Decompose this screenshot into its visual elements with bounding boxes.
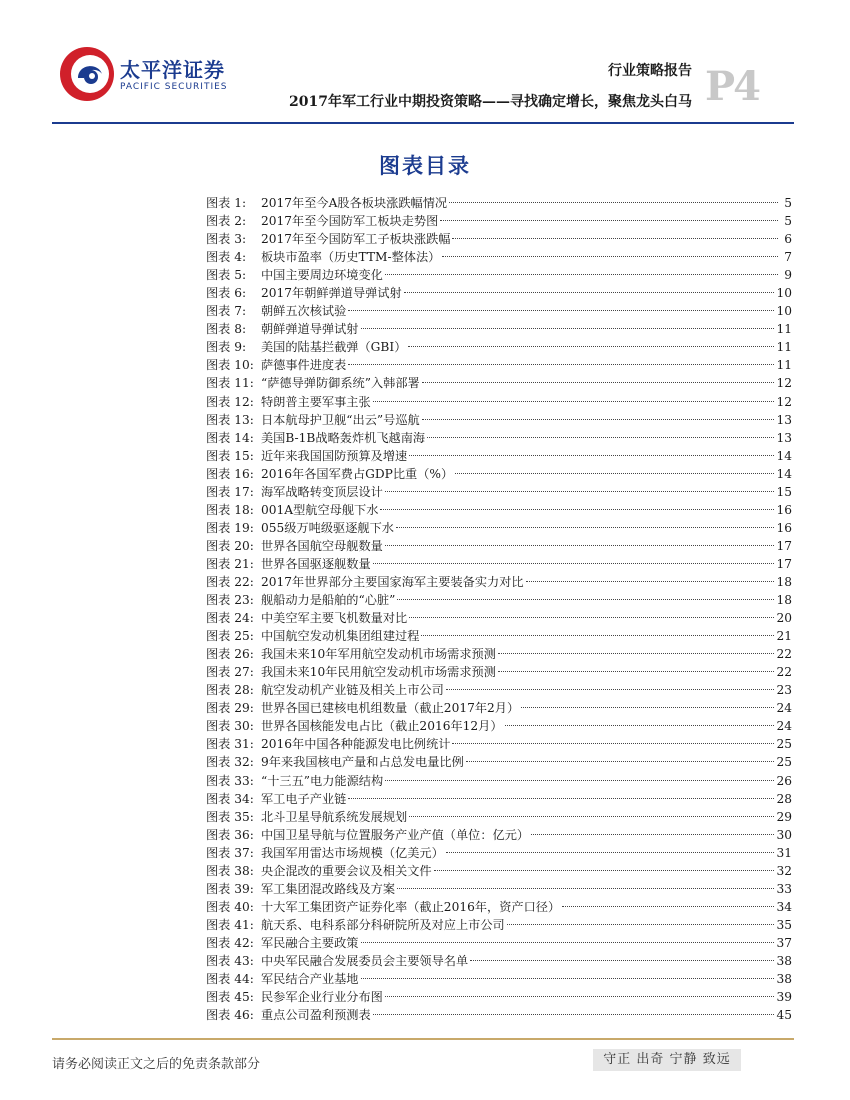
logo-chinese-name: 太平洋证券	[120, 58, 225, 82]
toc-dot-leader	[452, 742, 774, 744]
toc-dot-leader	[470, 959, 774, 961]
toc-entry-page: 37	[776, 935, 792, 950]
toc-entry-title: 北斗卫星导航系统发展规划	[261, 809, 408, 824]
toc-entry[interactable]	[206, 645, 792, 663]
toc-entry-label: 图表 41:	[206, 917, 254, 932]
toc-entry-title: 朝鲜五次核试验	[261, 304, 347, 319]
toc-entry-page: 7	[784, 250, 792, 265]
toc-entry-label: 图表 8:	[206, 322, 247, 337]
toc-entry-label: 图表 15:	[206, 448, 254, 463]
toc-entry-title: 军工集团混改路线及方案	[261, 881, 396, 896]
toc-dot-leader	[373, 400, 775, 402]
toc-entry-label: 图表 26:	[206, 647, 254, 662]
toc-entry[interactable]	[206, 284, 792, 302]
toc-entry-title: 航天系、电科系部分科研院所及对应上市公司	[261, 917, 505, 932]
toc-entry[interactable]	[206, 447, 792, 465]
toc-entry-page: 25	[776, 737, 792, 752]
toc-dot-leader	[373, 562, 775, 564]
toc-entry-page: 14	[776, 466, 792, 481]
toc-entry-title: 中国卫星导航与位置服务产业产值（单位：亿元）	[261, 827, 530, 842]
toc-entry[interactable]	[206, 429, 792, 447]
toc-dot-leader	[422, 381, 775, 383]
toc-entry-page: 10	[776, 304, 792, 319]
toc-entry-page: 28	[776, 791, 792, 806]
toc-entry[interactable]	[206, 230, 792, 248]
toc-entry-title: 2016年中国各种能源发电比例统计	[261, 737, 451, 752]
toc-entry-title: 9年来我国核电产量和占总发电量比例	[261, 755, 464, 770]
toc-entry-page: 11	[776, 358, 792, 373]
toc-entry-label: 图表 9:	[206, 340, 247, 355]
toc-dot-leader	[446, 688, 775, 690]
toc-entry-page: 18	[776, 593, 792, 608]
toc-entry-page: 18	[776, 574, 792, 589]
toc-entry[interactable]	[206, 555, 792, 573]
toc-dot-leader	[455, 472, 774, 474]
toc-entry-page: 12	[776, 394, 792, 409]
header-divider	[52, 122, 794, 124]
toc-dot-leader	[409, 815, 774, 817]
toc-entry-label: 图表 7:	[206, 304, 247, 319]
figure-table-of-contents	[206, 194, 792, 1024]
toc-entry-title: 美国的陆基拦截弹（GBI）	[261, 340, 407, 355]
toc-entry[interactable]	[206, 519, 792, 537]
toc-entry[interactable]	[206, 772, 792, 790]
toc-entry-label: 图表 40:	[206, 899, 254, 914]
toc-entry[interactable]	[206, 663, 792, 681]
toc-dot-leader	[348, 309, 774, 311]
toc-entry[interactable]	[206, 862, 792, 880]
toc-dot-leader	[507, 923, 775, 925]
toc-entry-page: 34	[776, 899, 792, 914]
toc-dot-leader	[466, 760, 775, 762]
toc-entry-page: 23	[776, 683, 792, 698]
toc-entry-title: 军民融合主要政策	[261, 935, 359, 950]
toc-entry-page: 35	[776, 917, 792, 932]
toc-entry-label: 图表 43:	[206, 953, 254, 968]
toc-entry-title: 中国主要周边环境变化	[261, 268, 383, 283]
toc-entry-title: 中美空军主要飞机数量对比	[261, 611, 408, 626]
toc-entry-title: 特朗普主要军事主张	[261, 394, 371, 409]
toc-entry-page: 30	[776, 827, 792, 842]
toc-entry[interactable]	[206, 537, 792, 555]
toc-entry-label: 图表 29:	[206, 701, 254, 716]
toc-dot-leader	[498, 652, 775, 654]
toc-entry[interactable]	[206, 753, 792, 771]
report-type: 行业策略报告	[608, 63, 692, 79]
toc-entry[interactable]	[206, 699, 792, 717]
toc-entry-title: 海军战略转变顶层设计	[261, 484, 383, 499]
toc-entry-label: 图表 23:	[206, 593, 254, 608]
toc-entry-label: 图表 18:	[206, 502, 254, 517]
toc-entry-label: 图表 32:	[206, 755, 254, 770]
toc-entry-label: 图表 36:	[206, 827, 254, 842]
toc-entry-page: 16	[776, 502, 792, 517]
toc-entry-page: 25	[776, 755, 792, 770]
toc-entry-title: 中央军民融合发展委员会主要领导名单	[261, 953, 469, 968]
toc-entry-label: 图表 5:	[206, 268, 247, 283]
toc-entry-label: 图表 39:	[206, 881, 254, 896]
toc-dot-leader	[440, 219, 778, 221]
toc-entry-title: 萨德事件进度表	[261, 358, 347, 373]
toc-entry-page: 6	[784, 232, 792, 247]
toc-entry-title: 舰船动力是船舶的“心脏”	[261, 593, 396, 608]
toc-entry[interactable]	[206, 501, 792, 519]
toc-entry-page: 31	[776, 845, 792, 860]
toc-entry-page: 26	[776, 773, 792, 788]
toc-entry-title: 001A型航空母舰下水	[261, 502, 379, 517]
toc-dot-leader	[498, 670, 775, 672]
toc-entry-label: 图表 27:	[206, 665, 254, 680]
toc-entry[interactable]	[206, 302, 792, 320]
toc-entry-label: 图表 46:	[206, 1008, 254, 1023]
toc-dot-leader	[380, 508, 774, 510]
toc-entry-label: 图表 25:	[206, 629, 254, 644]
toc-dot-leader	[562, 905, 774, 907]
toc-entry[interactable]	[206, 790, 792, 808]
toc-entry-label: 图表 17:	[206, 484, 254, 499]
toc-entry-title: “十三五”电力能源结构	[261, 773, 384, 788]
toc-entry[interactable]	[206, 808, 792, 826]
toc-entry-label: 图表 34:	[206, 791, 254, 806]
company-logo	[58, 44, 228, 104]
toc-entry-label: 图表 38:	[206, 863, 254, 878]
toc-dot-leader	[385, 490, 775, 492]
toc-entry-title: 世界各国核能发电占比（截止2016年12月）	[261, 719, 503, 734]
toc-entry-title: 055级万吨级驱逐舰下水	[261, 520, 394, 535]
toc-dot-leader	[361, 941, 775, 943]
toc-entry-label: 图表 45:	[206, 990, 254, 1005]
toc-entry-page: 11	[776, 340, 792, 355]
toc-dot-leader	[361, 977, 775, 979]
logo-english-name: PACIFIC SECURITIES	[120, 82, 228, 92]
footer-divider	[52, 1038, 794, 1040]
toc-entry-page: 22	[776, 665, 792, 680]
toc-entry-title: 军工电子产业链	[261, 791, 347, 806]
toc-entry[interactable]	[206, 717, 792, 735]
toc-dot-leader	[385, 273, 778, 275]
toc-entry-title: 2016年各国军费占GDP比重（%）	[261, 466, 454, 481]
toc-entry-page: 24	[776, 701, 792, 716]
toc-heading: 图表目录	[379, 153, 471, 178]
toc-entry-page: 15	[776, 484, 792, 499]
toc-entry-label: 图表 20:	[206, 538, 254, 553]
toc-entry-label: 图表 21:	[206, 556, 254, 571]
toc-entry-title: 我国未来10年民用航空发动机市场需求预测	[261, 665, 496, 680]
toc-entry-label: 图表 24:	[206, 611, 254, 626]
toc-entry-title: 板块市盈率（历史TTM-整体法）	[261, 250, 441, 265]
toc-entry-page: 10	[776, 286, 792, 301]
toc-entry-page: 24	[776, 719, 792, 734]
toc-dot-leader	[442, 255, 778, 257]
toc-dot-leader	[404, 291, 775, 293]
toc-entry-title: 央企混改的重要会议及相关文件	[261, 863, 432, 878]
toc-entry[interactable]	[206, 465, 792, 483]
toc-dot-leader	[397, 887, 774, 889]
toc-entry-title: 中国航空发动机集团组建过程	[261, 629, 420, 644]
toc-entry[interactable]	[206, 952, 792, 970]
toc-entry-title: 2017年至今国防军工板块走势图	[261, 214, 439, 229]
toc-entry-page: 32	[776, 863, 792, 878]
toc-entry-label: 图表 35:	[206, 809, 254, 824]
toc-entry-title: 民参军企业行业分布图	[261, 990, 383, 1005]
toc-entry-label: 图表 2:	[206, 214, 247, 229]
page-number: P4	[705, 63, 759, 110]
toc-dot-leader	[397, 598, 774, 600]
toc-entry-label: 图表 44:	[206, 972, 254, 987]
toc-entry-label: 图表 10:	[206, 358, 254, 373]
toc-entry[interactable]	[206, 880, 792, 898]
toc-dot-leader	[521, 706, 774, 708]
toc-dot-leader	[434, 869, 775, 871]
toc-dot-leader	[385, 544, 775, 546]
toc-dot-leader	[348, 363, 774, 365]
toc-entry-page: 21	[776, 629, 792, 644]
toc-entry-page: 14	[776, 448, 792, 463]
toc-entry-title: 十大军工集团资产证券化率（截止2016年，资产口径）	[261, 899, 561, 914]
report-title: 2017年军工行业中期投资策略——寻找确定增长，聚焦龙头白马	[289, 94, 692, 110]
toc-entry-label: 图表 14:	[206, 430, 254, 445]
toc-entry-label: 图表 31:	[206, 737, 254, 752]
toc-entry-title: 世界各国驱逐舰数量	[261, 556, 371, 571]
toc-entry-page: 11	[776, 322, 792, 337]
toc-entry-title: 军民结合产业基地	[261, 972, 359, 987]
toc-dot-leader	[505, 724, 775, 726]
toc-entry-page: 16	[776, 520, 792, 535]
toc-entry-title: 2017年至今A股各板块涨跌幅情况	[261, 196, 448, 210]
toc-entry-title: 航空发动机产业链及相关上市公司	[261, 683, 444, 698]
toc-entry[interactable]	[206, 374, 792, 392]
toc-entry-title: 近年来我国国防预算及增速	[261, 448, 408, 463]
toc-dot-leader	[531, 833, 774, 835]
toc-entry-title: 我国未来10年军用航空发动机市场需求预测	[261, 647, 496, 662]
toc-dot-leader	[396, 526, 775, 528]
toc-entry-title: 美国B-1B战略轰炸机飞越南海	[261, 430, 426, 445]
toc-dot-leader	[373, 1013, 775, 1015]
toc-entry-title: 世界各国航空母舰数量	[261, 538, 383, 553]
toc-entry-label: 图表 42:	[206, 935, 254, 950]
toc-entry-label: 图表 30:	[206, 719, 254, 734]
toc-entry-title: “萨德导弹防御系统”入韩部署	[261, 376, 420, 391]
toc-dot-leader	[421, 634, 774, 636]
toc-entry-title: 世界各国已建核电机组数量（截止2017年2月）	[261, 701, 520, 716]
toc-entry-title: 我国军用雷达市场规模（亿美元）	[261, 845, 444, 860]
toc-dot-leader	[422, 418, 775, 420]
toc-dot-leader	[446, 851, 775, 853]
toc-entry-label: 图表 19:	[206, 520, 254, 535]
toc-dot-leader	[385, 995, 775, 997]
toc-entry[interactable]	[206, 248, 792, 266]
toc-dot-leader	[449, 201, 778, 203]
toc-entry-page: 29	[776, 809, 792, 824]
toc-dot-leader	[409, 454, 774, 456]
toc-dot-leader	[348, 797, 774, 799]
toc-entry-page: 13	[776, 412, 792, 427]
toc-entry-label: 图表 13:	[206, 412, 254, 427]
toc-entry-label: 图表 16:	[206, 466, 254, 481]
toc-entry[interactable]	[206, 411, 792, 429]
toc-entry[interactable]	[206, 681, 792, 699]
toc-entry-page: 45	[776, 1008, 792, 1023]
toc-entry-label: 图表 37:	[206, 845, 254, 860]
toc-entry[interactable]	[206, 1006, 792, 1024]
toc-entry-page: 33	[776, 881, 792, 896]
page-header	[0, 0, 850, 130]
toc-entry[interactable]	[206, 826, 792, 844]
toc-dot-leader	[408, 345, 774, 347]
toc-entry-page: 9	[784, 268, 792, 283]
toc-entry[interactable]	[206, 266, 792, 284]
pacific-securities-logo-icon	[58, 44, 116, 104]
toc-entry-label: 图表 6:	[206, 286, 247, 301]
toc-entry-title: 朝鲜弹道导弹试射	[261, 322, 359, 337]
toc-entry-label: 图表 33:	[206, 773, 254, 788]
toc-dot-leader	[361, 327, 775, 329]
toc-entry[interactable]	[206, 934, 792, 952]
toc-entry[interactable]	[206, 844, 792, 862]
toc-entry-page: 5	[784, 214, 792, 229]
toc-entry[interactable]	[206, 194, 792, 212]
toc-entry-title: 重点公司盈利预测表	[261, 1008, 371, 1023]
toc-entry[interactable]	[206, 573, 792, 591]
toc-entry-page: 38	[776, 972, 792, 987]
toc-dot-leader	[427, 436, 774, 438]
toc-entry[interactable]	[206, 320, 792, 338]
toc-entry-page: 12	[776, 376, 792, 391]
toc-entry[interactable]	[206, 627, 792, 645]
toc-entry-page: 22	[776, 647, 792, 662]
toc-entry-label: 图表 11:	[206, 376, 254, 391]
footer-motto: 守正 出奇 宁静 致远	[593, 1049, 741, 1071]
toc-entry[interactable]	[206, 988, 792, 1006]
toc-entry[interactable]	[206, 609, 792, 627]
toc-entry[interactable]	[206, 393, 792, 411]
toc-entry-page: 39	[776, 990, 792, 1005]
toc-entry[interactable]	[206, 970, 792, 988]
toc-entry[interactable]	[206, 356, 792, 374]
toc-entry-label: 图表 28:	[206, 683, 254, 698]
toc-entry-page: 17	[776, 538, 792, 553]
toc-entry[interactable]	[206, 735, 792, 753]
toc-entry-label: 图表 1:	[206, 196, 247, 210]
toc-entry[interactable]	[206, 212, 792, 230]
toc-dot-leader	[409, 616, 774, 618]
toc-entry-page: 20	[776, 611, 792, 626]
toc-dot-leader	[452, 237, 778, 239]
toc-entry[interactable]	[206, 898, 792, 916]
toc-entry[interactable]	[206, 591, 792, 609]
toc-entry-page: 13	[776, 430, 792, 445]
toc-entry-label: 图表 22:	[206, 574, 254, 589]
footer-disclaimer: 请务必阅读正文之后的免责条款部分	[52, 1057, 261, 1072]
toc-entry-page: 38	[776, 953, 792, 968]
toc-entry-label: 图表 3:	[206, 232, 247, 247]
toc-entry[interactable]	[206, 916, 792, 934]
toc-entry-page: 17	[776, 556, 792, 571]
toc-entry-page: 5	[784, 196, 792, 210]
toc-entry-title: 2017年朝鲜弹道导弹试射	[261, 286, 402, 301]
toc-entry-label: 图表 4:	[206, 250, 247, 265]
toc-entry[interactable]	[206, 483, 792, 501]
toc-entry-title: 2017年世界部分主要国家海军主要装备实力对比	[261, 574, 524, 589]
toc-dot-leader	[526, 580, 775, 582]
toc-entry[interactable]	[206, 338, 792, 356]
toc-entry-label: 图表 12:	[206, 394, 254, 409]
toc-entry-title: 日本航母护卫舰“出云”号巡航	[261, 412, 420, 427]
toc-entry-title: 2017年至今国防军工子板块涨跌幅	[261, 232, 451, 247]
toc-dot-leader	[385, 779, 774, 781]
